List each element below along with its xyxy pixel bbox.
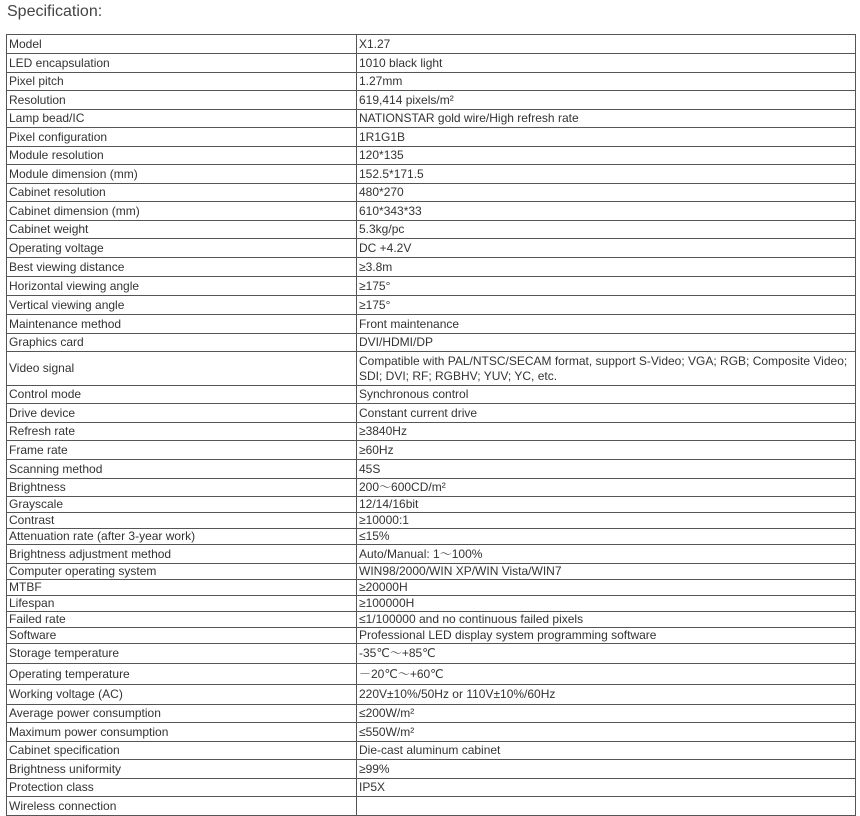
spec-label: Drive device	[7, 404, 357, 423]
table-row	[7, 184, 856, 202]
spec-value: 1R1G1B	[357, 128, 856, 147]
spec-label: Vertical viewing angle	[7, 296, 357, 315]
spec-value: ≥99%	[357, 760, 856, 779]
table-row	[7, 664, 856, 685]
spec-label: Storage temperature	[7, 644, 357, 664]
spec-label: LED encapsulation	[7, 54, 357, 73]
spec-label: Brightness uniformity	[7, 760, 357, 779]
spec-value: 45S	[357, 460, 856, 479]
spec-value: ≤200W/m²	[357, 705, 856, 723]
table-row	[7, 404, 856, 423]
spec-value: Die-cast aluminum cabinet	[357, 742, 856, 760]
spec-label: Attenuation rate (after 3-year work)	[7, 529, 357, 545]
specification-table	[6, 34, 856, 816]
table-row	[7, 91, 856, 110]
table-row	[7, 423, 856, 441]
spec-value: 619,414 pixels/m²	[357, 91, 856, 110]
spec-label: Pixel pitch	[7, 73, 357, 91]
table-row	[7, 797, 856, 816]
spec-label: Cabinet resolution	[7, 184, 357, 202]
spec-value: ≥175°	[357, 296, 856, 315]
spec-value: ≥60Hz	[357, 441, 856, 460]
table-row	[7, 685, 856, 705]
spec-value: DC +4.2V	[357, 239, 856, 258]
spec-label: Module dimension (mm)	[7, 165, 357, 184]
spec-value: 480*270	[357, 184, 856, 202]
spec-value: Front maintenance	[357, 315, 856, 334]
table-row	[7, 35, 856, 54]
table-row	[7, 334, 856, 352]
spec-label: Brightness	[7, 479, 357, 497]
spec-label: Operating voltage	[7, 239, 357, 258]
spec-value: 12/14/16bit	[357, 497, 856, 513]
spec-value: X1.27	[357, 35, 856, 54]
spec-label: Cabinet dimension (mm)	[7, 202, 357, 221]
spec-value: 220V±10%/50Hz or 110V±10%/60Hz	[357, 685, 856, 705]
table-row	[7, 723, 856, 742]
spec-value: Auto/Manual: 1～100%	[357, 545, 856, 564]
spec-label: Graphics card	[7, 334, 357, 352]
table-row	[7, 612, 856, 628]
spec-label: Frame rate	[7, 441, 357, 460]
spec-label: Control mode	[7, 386, 357, 404]
table-row	[7, 221, 856, 239]
spec-value: Synchronous control	[357, 386, 856, 404]
spec-label: Module resolution	[7, 147, 357, 165]
spec-value: 5.3kg/pc	[357, 221, 856, 239]
spec-value: －20℃～+60℃	[357, 664, 856, 685]
spec-label: Brightness adjustment method	[7, 545, 357, 564]
spec-value	[357, 797, 856, 816]
table-row	[7, 596, 856, 612]
spec-value: 1010 black light	[357, 54, 856, 73]
table-row	[7, 296, 856, 315]
spec-label: Best viewing distance	[7, 258, 357, 277]
spec-label: Failed rate	[7, 612, 357, 628]
spec-value: NATIONSTAR gold wire/High refresh rate	[357, 110, 856, 128]
spec-label: Software	[7, 628, 357, 644]
table-row	[7, 705, 856, 723]
spec-value: 200～600CD/m²	[357, 479, 856, 497]
spec-value: ≥100000H	[357, 596, 856, 612]
spec-label: Contrast	[7, 513, 357, 529]
spec-value: ≤550W/m²	[357, 723, 856, 742]
spec-label: Wireless connection	[7, 797, 357, 816]
spec-label: Video signal	[7, 352, 357, 386]
spec-label: Maintenance method	[7, 315, 357, 334]
spec-label: Resolution	[7, 91, 357, 110]
table-row	[7, 73, 856, 91]
spec-label: Cabinet specification	[7, 742, 357, 760]
spec-value: ≤1/100000 and no continuous failed pixels	[357, 612, 856, 628]
spec-value: ≥3840Hz	[357, 423, 856, 441]
spec-value: 120*135	[357, 147, 856, 165]
spec-value: DVI/HDMI/DP	[357, 334, 856, 352]
spec-label: Model	[7, 35, 357, 54]
spec-label: Lifespan	[7, 596, 357, 612]
spec-value: WIN98/2000/WIN XP/WIN Vista/WIN7	[357, 564, 856, 580]
table-row	[7, 258, 856, 277]
table-row	[7, 239, 856, 258]
page-title: Specification:	[7, 3, 103, 20]
spec-value: 152.5*171.5	[357, 165, 856, 184]
spec-value: Compatible with PAL/NTSC/SECAM format, support S-Video; VGA; RGB; Composite Video; SDI; DVI; RF; RGBHV; YUV; YC, etc.	[357, 352, 856, 386]
table-row	[7, 386, 856, 404]
table-row	[7, 580, 856, 596]
spec-label: Pixel configuration	[7, 128, 357, 147]
table-row	[7, 545, 856, 564]
spec-value: IP5X	[357, 779, 856, 797]
spec-value: ≥20000H	[357, 580, 856, 596]
table-row	[7, 110, 856, 128]
spec-value: 1.27mm	[357, 73, 856, 91]
table-row	[7, 128, 856, 147]
spec-label: Lamp bead/IC	[7, 110, 357, 128]
table-row	[7, 441, 856, 460]
spec-label: Refresh rate	[7, 423, 357, 441]
table-row	[7, 779, 856, 797]
spec-label: Average power consumption	[7, 705, 357, 723]
spec-label: Maximum power consumption	[7, 723, 357, 742]
spec-label: Working voltage (AC)	[7, 685, 357, 705]
table-row	[7, 147, 856, 165]
table-row	[7, 564, 856, 580]
table-row	[7, 742, 856, 760]
table-row	[7, 644, 856, 664]
table-row	[7, 202, 856, 221]
spec-value: 610*343*33	[357, 202, 856, 221]
spec-label: Scanning method	[7, 460, 357, 479]
specification-table-body	[7, 35, 856, 816]
spec-label: Cabinet weight	[7, 221, 357, 239]
table-row	[7, 315, 856, 334]
table-row	[7, 760, 856, 779]
spec-value: ≥3.8m	[357, 258, 856, 277]
table-row	[7, 277, 856, 296]
spec-value: Professional LED display system programming software	[357, 628, 856, 644]
spec-label: Grayscale	[7, 497, 357, 513]
table-row	[7, 165, 856, 184]
spec-label: Protection class	[7, 779, 357, 797]
spec-label: Computer operating system	[7, 564, 357, 580]
spec-value: ≥175°	[357, 277, 856, 296]
spec-label: Horizontal viewing angle	[7, 277, 357, 296]
table-row	[7, 529, 856, 545]
spec-value: ≥10000:1	[357, 513, 856, 529]
table-row	[7, 352, 856, 386]
table-row	[7, 479, 856, 497]
spec-value: -35℃～+85℃	[357, 644, 856, 664]
table-row	[7, 513, 856, 529]
spec-value: Constant current drive	[357, 404, 856, 423]
table-row	[7, 497, 856, 513]
spec-label: Operating temperature	[7, 664, 357, 685]
spec-value: ≤15%	[357, 529, 856, 545]
table-row	[7, 628, 856, 644]
table-row	[7, 460, 856, 479]
table-row	[7, 54, 856, 73]
spec-label: MTBF	[7, 580, 357, 596]
